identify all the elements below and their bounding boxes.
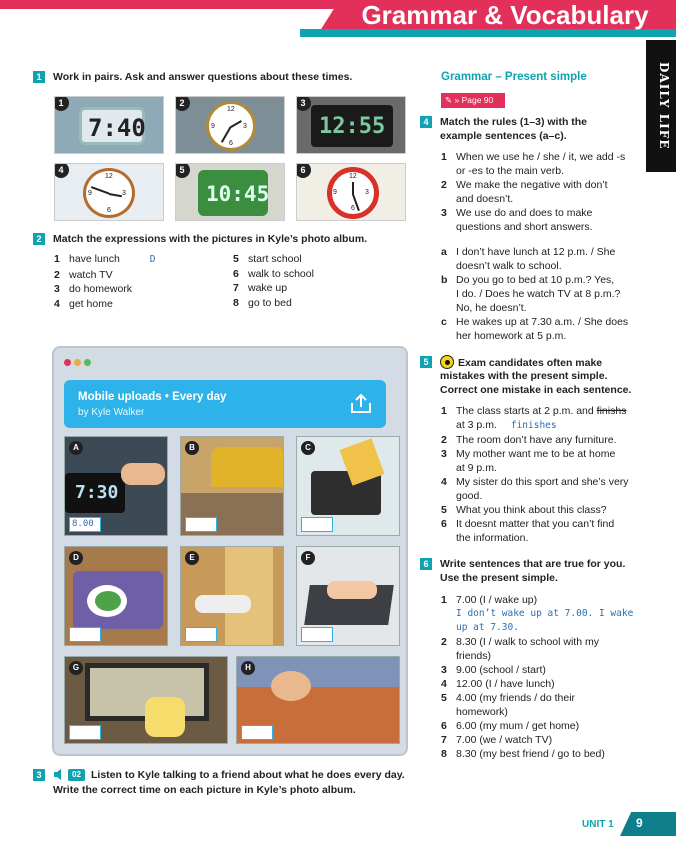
- photo-badge: C: [301, 441, 315, 455]
- clock-picture-3: [296, 96, 406, 154]
- list-item: [441, 273, 651, 315]
- exercise-instruction: Match the rules (1–3) with the: [440, 116, 588, 128]
- list-item: [441, 719, 651, 733]
- album-photo-e[interactable]: [180, 546, 284, 646]
- exercise-5-heading: [420, 355, 650, 399]
- page-number-tab: [620, 812, 676, 836]
- unit-label: UNIT 1: [582, 819, 614, 830]
- time-answer-box[interactable]: 8.00: [69, 517, 101, 532]
- item-number: 4: [441, 476, 447, 488]
- handwritten-correction: finishes: [510, 420, 557, 431]
- album-photo-c[interactable]: [296, 436, 400, 536]
- exercise-6-heading: [420, 557, 650, 587]
- item-number: a: [441, 246, 447, 258]
- list-item: [441, 206, 641, 234]
- item-text: homework): [456, 706, 508, 718]
- list-item: [441, 245, 651, 273]
- item-number: 1: [441, 405, 447, 417]
- item-text: 4.00 (my friends / do their: [456, 692, 576, 704]
- item-text: her homework at 5 p.m.: [456, 330, 567, 342]
- item-number: 7: [233, 282, 239, 294]
- list-item: [441, 747, 651, 761]
- album-subtitle: by Kyle Walker: [78, 407, 145, 418]
- item-text: walk to school: [248, 267, 314, 280]
- item-text: 8.30 (I / walk to school with my: [456, 636, 599, 648]
- item-text: 9.00 (school / start): [456, 664, 546, 676]
- expressions-list-left: [54, 252, 204, 311]
- picture-badge: 5: [175, 163, 190, 178]
- photo-album-window: [52, 346, 408, 756]
- clock-picture-6: [296, 163, 406, 221]
- item-text: I don’t have lunch at 12 p.m. / She: [456, 246, 616, 258]
- item-number: b: [441, 274, 448, 286]
- photo-badge: F: [301, 551, 315, 565]
- item-text: 8.30 (my best friend / go to bed): [456, 748, 605, 760]
- item-number: 6: [441, 720, 447, 732]
- item-text: at 9 p.m.: [456, 462, 497, 474]
- item-text: The room don’t have any furniture.: [456, 434, 617, 446]
- exercise-instruction: [440, 355, 602, 370]
- item-number: 4: [54, 297, 60, 310]
- picture-badge: 1: [54, 96, 69, 111]
- page-reference-label: » Page 90: [454, 95, 494, 105]
- list-item: [233, 296, 383, 311]
- list-item: [441, 433, 651, 447]
- item-text: 7.00 (we / watch TV): [456, 734, 553, 746]
- item-text: We use do and does to make: [456, 207, 593, 219]
- album-photo-g[interactable]: [64, 656, 228, 744]
- item-text: do homework: [69, 283, 133, 295]
- rules-list: [441, 150, 641, 234]
- item-text: or -es to the main verb.: [456, 165, 564, 177]
- item-text: the information.: [456, 532, 529, 544]
- exercise-instruction: example sentences (a–c).: [440, 130, 567, 142]
- item-text: It doesnt matter that you can’t find: [456, 518, 615, 530]
- exercise-number: 4: [420, 116, 432, 128]
- time-answer-box[interactable]: [185, 517, 217, 532]
- item-number: 1: [441, 151, 447, 163]
- struck-word: finishs: [596, 405, 627, 417]
- item-number: 2: [441, 434, 447, 446]
- list-item: [441, 635, 651, 663]
- photo-badge: G: [69, 661, 83, 675]
- album-photo-d[interactable]: [64, 546, 168, 646]
- item-number: 3: [54, 283, 60, 295]
- time-answer-box[interactable]: [69, 725, 101, 740]
- handwritten-answer: D: [149, 254, 156, 265]
- item-text: He wakes up at 7.30 a.m. / She does: [456, 316, 629, 328]
- list-item: [54, 297, 204, 312]
- item-text: and doesn’t.: [456, 193, 514, 205]
- item-number: 3: [441, 207, 447, 219]
- audio-track-badge: 02: [68, 769, 85, 781]
- exercise-instruction: mistakes with the present simple.: [440, 370, 608, 382]
- list-item: [233, 281, 383, 296]
- clock-time: 12:55: [319, 114, 386, 139]
- item-number: 3: [441, 448, 447, 460]
- handwritten-answer: I don’t wake up at 7.00. I wake: [456, 608, 634, 619]
- item-text: at 3 p.m.: [456, 419, 497, 431]
- item-number: c: [441, 316, 447, 328]
- side-tab-label: DAILY LIFE: [657, 62, 671, 150]
- clock-number: 6: [107, 207, 111, 214]
- list-item: [441, 404, 651, 433]
- list-item: [441, 691, 651, 719]
- item-number: 8: [441, 748, 447, 760]
- item-text: My sister do this sport and she’s very: [456, 476, 629, 488]
- photo-badge: E: [185, 551, 199, 565]
- clock-time: 7:40: [88, 114, 146, 142]
- exercise-number: 6: [420, 558, 432, 570]
- exercise-1-heading: [33, 70, 413, 86]
- photo-badge: D: [69, 551, 83, 565]
- album-photo-a[interactable]: [64, 436, 168, 536]
- exercise-3-heading: [33, 768, 423, 800]
- item-text: start school: [248, 253, 302, 265]
- minimize-dot-icon: [74, 359, 81, 366]
- item-text: 7.00 (I / wake up): [456, 594, 538, 606]
- item-text: watch TV: [69, 268, 113, 281]
- close-dot-icon: [64, 359, 71, 366]
- item-text: good.: [456, 490, 483, 502]
- exercise-instruction: Work in pairs. Ask and answer questions about these times.: [53, 71, 353, 83]
- list-item: [54, 268, 204, 283]
- item-number: 6: [441, 518, 447, 530]
- item-number: 2: [54, 268, 60, 281]
- item-text: I do. / Does he watch TV at 8 p.m.?: [456, 288, 621, 300]
- item-text: 12.00 (I / have lunch): [456, 678, 555, 690]
- exercise-instruction: Write the correct time on each picture in Kyle’s photo album.: [53, 784, 356, 796]
- clock-picture-4: [54, 163, 164, 221]
- time-answer-box[interactable]: [301, 517, 333, 532]
- item-text: Do you go to bed at 10 p.m.? Yes,: [456, 274, 615, 286]
- picture-badge: 6: [296, 163, 311, 178]
- exam-eye-icon: [440, 355, 454, 369]
- album-banner: [64, 380, 386, 428]
- edit-icon: ✎: [445, 95, 455, 105]
- item-number: 5: [233, 253, 239, 265]
- list-item: [54, 282, 204, 297]
- item-number: 6: [233, 267, 239, 280]
- item-text: have lunch: [69, 253, 120, 265]
- clock-number: 9: [88, 190, 92, 197]
- item-text: doesn’t walk to school.: [456, 260, 562, 272]
- page-reference-button[interactable]: [441, 93, 505, 108]
- list-item: [441, 733, 651, 747]
- window-controls: [64, 356, 94, 370]
- mistakes-list: [441, 404, 651, 545]
- clock-number: 9: [211, 123, 215, 130]
- item-text: 6.00 (my mum / get home): [456, 720, 580, 732]
- clock-number: 12: [349, 173, 357, 180]
- clock-number: 6: [229, 140, 233, 147]
- list-item: [441, 503, 651, 517]
- clock-picture-2: [175, 96, 285, 154]
- item-number: 3: [441, 664, 447, 676]
- exercise-instruction: Correct one mistake in each sentence.: [440, 384, 632, 396]
- item-text: The class starts at 2 p.m. and: [456, 405, 597, 417]
- examples-list: [441, 245, 651, 343]
- clock-picture-5: [175, 163, 285, 221]
- list-item: [233, 267, 383, 282]
- clock-number: 3: [122, 190, 126, 197]
- list-item: [441, 593, 651, 635]
- audio-icon[interactable]: [53, 768, 65, 781]
- header-accent-bar: [300, 29, 676, 37]
- page-number: 9: [636, 816, 643, 830]
- exercise-2-heading: [33, 232, 413, 248]
- exercise-instruction: Use the present simple.: [440, 572, 558, 584]
- clock-number: 3: [243, 123, 247, 130]
- item-text: We make the negative with don’t: [456, 179, 608, 191]
- maximize-dot-icon: [84, 359, 91, 366]
- exercise-number: 1: [33, 71, 45, 83]
- time-answer-box[interactable]: [301, 627, 333, 642]
- alarm-display: 7:30: [75, 482, 119, 503]
- item-text: get home: [69, 297, 113, 310]
- list-item: [441, 517, 651, 545]
- list-item: [441, 315, 651, 343]
- exercise-4-heading: [420, 115, 640, 145]
- exercise-instruction: Write sentences that are true for you.: [440, 558, 626, 570]
- picture-badge: 3: [296, 96, 311, 111]
- item-text: friends): [456, 650, 492, 662]
- page-title: Grammar & Vocabulary: [361, 0, 649, 30]
- clock-number: 6: [351, 205, 355, 212]
- exercise-number: 5: [420, 356, 432, 368]
- expressions-list-right: [233, 252, 383, 310]
- list-item: [441, 150, 641, 178]
- item-text: go to bed: [248, 296, 292, 309]
- exercise-number: 3: [33, 769, 45, 781]
- item-text: No, he doesn’t.: [456, 302, 527, 314]
- album-photo-b[interactable]: [180, 436, 284, 536]
- item-number: 2: [441, 636, 447, 648]
- item-number: 4: [441, 678, 447, 690]
- list-item: [441, 178, 641, 206]
- item-text: wake up: [248, 282, 288, 294]
- time-answer-box[interactable]: [185, 627, 217, 642]
- handwritten-answer: up at 7.30.: [456, 622, 519, 633]
- list-item: [54, 252, 204, 268]
- photo-badge: A: [69, 441, 83, 455]
- list-item: [441, 663, 651, 677]
- clock-picture-1: [54, 96, 164, 154]
- album-photo-f[interactable]: [296, 546, 400, 646]
- photo-badge: H: [241, 661, 255, 675]
- exercise-number: 2: [33, 233, 45, 245]
- time-answer-box[interactable]: [241, 725, 273, 740]
- clock-number: 12: [105, 173, 113, 180]
- item-text: When we use he / she / it, we add -s: [456, 151, 626, 163]
- sentences-list: [441, 593, 651, 761]
- clock-number: 12: [227, 106, 235, 113]
- item-number: 8: [233, 296, 239, 309]
- picture-badge: 4: [54, 163, 69, 178]
- list-item: [233, 252, 383, 267]
- item-number: 1: [441, 594, 447, 606]
- item-number: 1: [54, 253, 60, 265]
- clock-time: 10:45: [206, 182, 270, 206]
- picture-badge: 2: [175, 96, 190, 111]
- item-text: What you think about this class?: [456, 504, 607, 516]
- item-text: My mother want me to be at home: [456, 448, 616, 460]
- album-photo-h[interactable]: [236, 656, 400, 744]
- time-answer-box[interactable]: [69, 627, 101, 642]
- item-text: questions and short answers.: [456, 221, 593, 233]
- exercise-instruction: Match the expressions with the pictures in Kyle’s photo album.: [53, 233, 368, 245]
- clock-number: 3: [365, 189, 369, 196]
- list-item: [441, 677, 651, 691]
- item-number: 2: [441, 179, 447, 191]
- photo-badge: B: [185, 441, 199, 455]
- grammar-title: Grammar – Present simple: [441, 71, 587, 83]
- clock-number: 9: [333, 189, 337, 196]
- instruction-text: Exam candidates often make: [458, 357, 603, 369]
- item-number: 7: [441, 734, 447, 746]
- item-number: 5: [441, 692, 447, 704]
- list-item: [441, 475, 651, 503]
- list-item: [441, 447, 651, 475]
- album-title: Mobile uploads • Every day: [78, 391, 227, 403]
- share-icon[interactable]: [350, 394, 372, 414]
- item-number: 5: [441, 504, 447, 516]
- exercise-instruction: Listen to Kyle talking to a friend about what he does every day.: [91, 769, 405, 781]
